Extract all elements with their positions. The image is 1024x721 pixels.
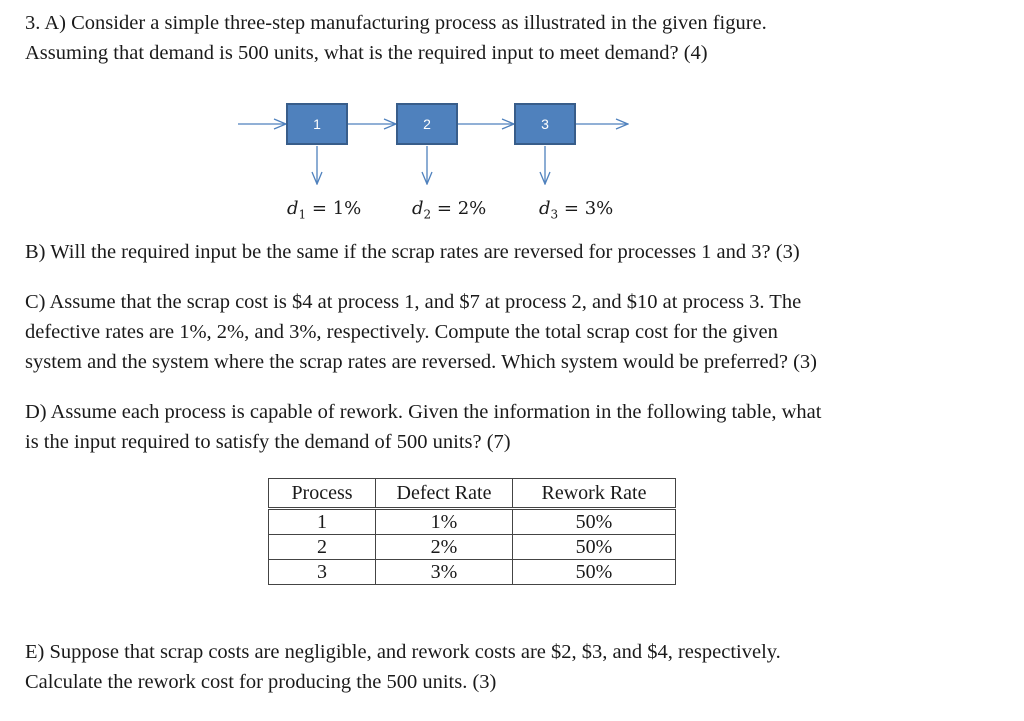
question-a-line-1: 3. A) Consider a simple three-step manufacturing process as illustrated in the given figure. bbox=[25, 12, 767, 34]
question-a-line-2: Assuming that demand is 500 units, what is the required input to meet demand? (4) bbox=[25, 42, 708, 64]
table-row bbox=[269, 509, 676, 535]
table-header-defect-rate: Defect Rate bbox=[376, 479, 513, 509]
table-cell: 1 bbox=[269, 509, 376, 535]
question-d-line-2: is the input required to satisfy the demand of 500 units? (7) bbox=[25, 431, 511, 453]
process-flow-diagram bbox=[230, 96, 650, 196]
defect-value-2: = 2% bbox=[436, 198, 487, 219]
question-c-line-1: C) Assume that the scrap cost is $4 at process 1, and $7 at process 2, and $10 at process 3. The bbox=[25, 291, 802, 313]
process-box-1-label: 1 bbox=[313, 116, 321, 132]
question-e-line-1: E) Suppose that scrap costs are negligible, and rework costs are $2, $3, and $4, respectively. bbox=[25, 641, 781, 663]
table-cell: 50% bbox=[513, 535, 676, 560]
table-cell: 2 bbox=[269, 535, 376, 560]
question-e-line-2: Calculate the rework cost for producing the 500 units. (3) bbox=[25, 671, 497, 693]
process-box-2-label: 2 bbox=[423, 116, 431, 132]
process-rates-table bbox=[268, 478, 676, 585]
table-cell: 3% bbox=[376, 560, 513, 585]
table-cell: 50% bbox=[513, 560, 676, 585]
process-box-3-label: 3 bbox=[541, 116, 549, 132]
defect-value-3: = 3% bbox=[563, 198, 614, 219]
defect-label-3 bbox=[539, 198, 613, 222]
question-b-line-1: B) Will the required input be the same if the scrap rates are reversed for processes 1 and 3? (3) bbox=[25, 241, 800, 263]
table-cell: 2% bbox=[376, 535, 513, 560]
question-d-line-1: D) Assume each process is capable of rework. Given the information in the following table, what bbox=[25, 401, 822, 423]
question-e-text bbox=[25, 637, 1000, 697]
question-c-line-2: defective rates are 1%, 2%, and 3%, respectively. Compute the total scrap cost for the given bbox=[25, 321, 778, 343]
question-a-text bbox=[25, 8, 1000, 68]
table-cell: 50% bbox=[513, 509, 676, 535]
defect-value-1: = 1% bbox=[311, 198, 362, 219]
table-cell: 3 bbox=[269, 560, 376, 585]
defect-sub-3: 3 bbox=[550, 207, 559, 222]
table-header-process: Process bbox=[269, 479, 376, 509]
table-header-row bbox=[269, 479, 676, 509]
question-b-text bbox=[25, 237, 1000, 267]
defect-sub-1: 1 bbox=[298, 207, 307, 222]
table-cell: 1% bbox=[376, 509, 513, 535]
defect-var-3: d bbox=[539, 198, 551, 219]
defect-sub-2: 2 bbox=[423, 207, 432, 222]
table-header-rework-rate: Rework Rate bbox=[513, 479, 676, 509]
question-c-line-3: system and the system where the scrap rates are reversed. Which system would be preferred? (3) bbox=[25, 351, 817, 373]
defect-label-2 bbox=[412, 198, 486, 222]
table-row bbox=[269, 535, 676, 560]
question-d-text bbox=[25, 397, 1000, 457]
question-c-text bbox=[25, 287, 1000, 377]
defect-var-2: d bbox=[412, 198, 424, 219]
table-row bbox=[269, 560, 676, 585]
defect-var-1: d bbox=[287, 198, 299, 219]
defect-label-1 bbox=[287, 198, 361, 222]
